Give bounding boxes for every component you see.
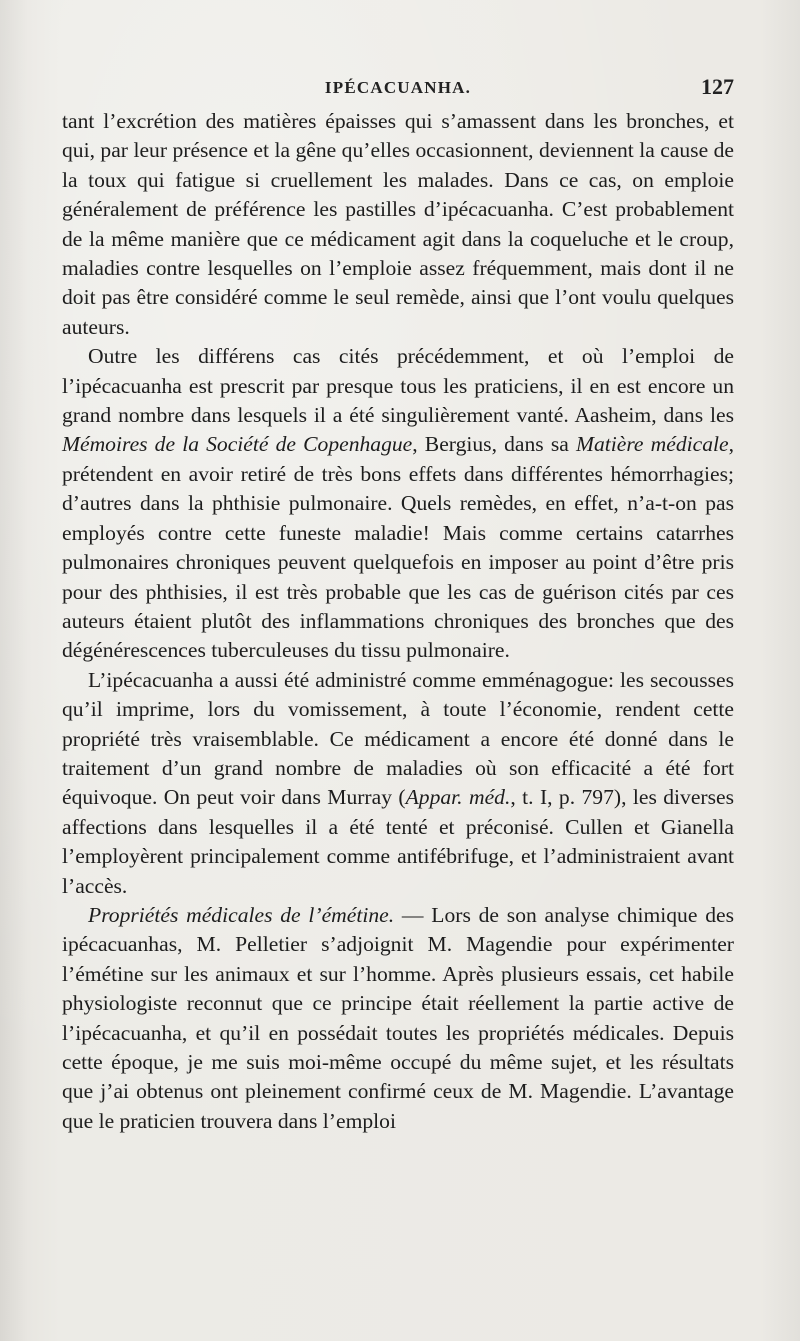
- text-segment: L’ipécacuanha a aussi été administré comme emménagogue: les secousses qu’il imprime, lors du vomissement, à toute l’économie, rendent cette propriété très vraisemblable. Ce médicament a encore été donné dans le traitement d’un grand nombre de maladies où son efficacité a été fort équivoque. On peut voir dans Murray (: [62, 667, 734, 810]
- paragraph: [62, 342, 734, 665]
- italic-text: Appar. méd.: [405, 785, 511, 810]
- text-segment: , t. I, p. 797), les diverses affections dans lesquelles il a été tenté et préconisé. Cullen et Gianella l’employèrent principalement comme antifébrifuge, et l’administraient avant l’accès.: [62, 785, 735, 898]
- running-head: IPÉCACUANHA.: [324, 78, 472, 97]
- text-segment: , prétendent en avoir retiré de très bons effets dans différentes hémorrhagies; d’autres dans la phthisie pulmonaire. Quels remèdes, en effet, n’a-t-on pas employés contre cette funeste maladie! Mais comme certains catarrhes pulmonaires chroniques peuvent quelquefois en imposer au point d’être pris pour des phthisies, il est très probable que les cas de guérison cités par ces auteurs étaient plutôt des inflammations chroniques des bronches que des dégénérescences tuberculeuses du tissu pulmonaire.: [62, 432, 734, 663]
- italic-text: Propriétés médicales de l’émétine.: [88, 902, 395, 927]
- text-segment: , Bergius, dans sa: [412, 432, 576, 457]
- page-number: 127: [701, 74, 734, 99]
- italic-text: Mémoires de la Société de Copenhague: [62, 432, 413, 457]
- paragraph: [62, 107, 734, 342]
- page-header: [62, 74, 734, 104]
- text-segment: tant l’excrétion des matières épaisses qui s’amassent dans les bronches, et qui, par leur présence et la gêne qu’elles occasionnent, deviennent la cause de la toux qui fatigue si cruellement les malades. Dans ce cas, on emploie généralement de préférence les pastilles d’ipécacuanha. C’est probablement de la même manière que ce médicament agit dans la coqueluche et le croup, maladies contre lesquelles on l’emploie assez fréquemment, mais dont il ne doit pas être considéré comme le seul remède, ainsi que l’ont voulu quelques auteurs.: [62, 109, 734, 339]
- paragraph: [62, 901, 734, 1136]
- text-segment: — Lors de son analyse chimique des ipécacuanhas, M. Pelletier s’adjoignit M. Magendie pour expérimenter l’émétine sur les animaux et sur l’homme. Après plusieurs essais, cet habile physiologiste reconnut que ce principe était réellement la partie active de l’ipécacuanha, et qu’il en possédait toutes les propriétés médicales. Depuis cette époque, je me suis moi-même occupé du même sujet, et les résultats que j’ai obtenus ont pleinement confirmé ceux de M. Magendie. L’avantage que le praticien trouvera dans l’emploi: [62, 902, 734, 1133]
- text-segment: Outre les différens cas cités précédemment, et où l’emploi de l’ipécacuanha est prescrit par presque tous les praticiens, il en est encore un grand nombre dans lesquels il a été singulièrement vanté. Aasheim, dans les: [62, 344, 734, 428]
- paragraph: [62, 666, 734, 901]
- italic-text: Matière médicale: [575, 432, 729, 457]
- body-text: [62, 107, 734, 1136]
